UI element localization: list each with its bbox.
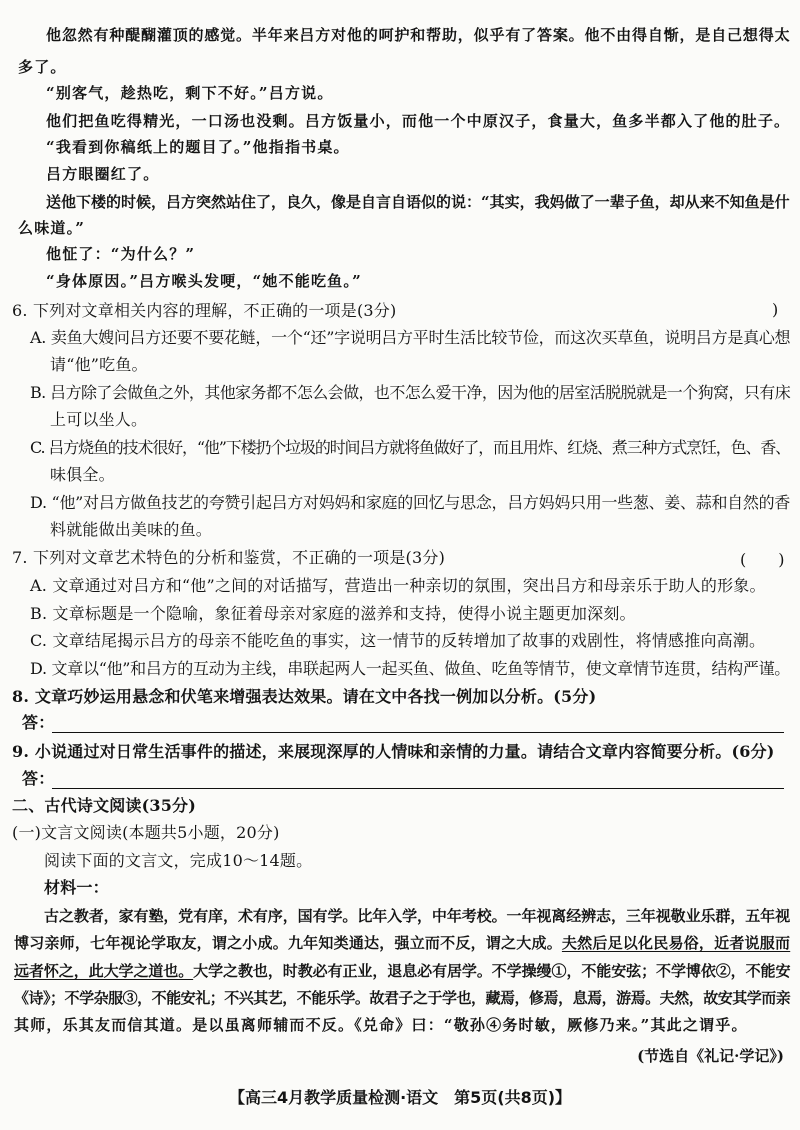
question-6-option-d-cont: 料就能做出美味的鱼。 xyxy=(50,520,213,539)
story-line-4: 他们把鱼吃得精光，一口汤也没剩。吕方饭量小，而他一个中原汉子，食量大，鱼多半都入了他的肚子。 xyxy=(46,112,791,130)
classical-line-2-plain: 博习亲师，七年视论学取友，谓之小成。九年知类通达，强立而不反，谓之大成。 xyxy=(14,934,562,952)
question-7-option-d: D. 文章以“他”和吕方的互动为主线，串联起两人一起买鱼、做鱼、吃鱼等情节，使文章情节连贯，结构严谨。 xyxy=(30,659,790,678)
story-line-8: 么味道。” xyxy=(18,219,86,237)
question-8-answer-label: 答： xyxy=(22,713,55,732)
question-6-option-a-cont: 请“他”吃鱼。 xyxy=(50,355,148,374)
story-line-2: 多了。 xyxy=(18,58,67,76)
story-line-1: 他忽然有种醍醐灌顶的感觉。半年来吕方对他的呵护和帮助，似乎有了答案。他不由得自惭，是自己想得太 xyxy=(46,26,791,44)
question-6-option-b-cont: 上可以坐人。 xyxy=(50,410,148,429)
question-7-option-c: C. 文章结尾揭示吕方的母亲不能吃鱼的事实，这一情节的反转增加了故事的戏剧性，将情感推向高潮。 xyxy=(30,631,766,650)
question-9-answer-label: 答： xyxy=(22,769,55,788)
classical-line-2-underlined: 夫然后足以化民易俗，近者说服而 xyxy=(561,934,791,952)
story-line-3: “别客气，趁热吃，剩下不好。”吕方说。 xyxy=(46,84,334,102)
question-8-stem: 8. 文章巧妙运用悬念和伏笔来增强表达效果。请在文中各找一例加以分析。(5分) xyxy=(12,687,597,706)
section-2-title: 二、古代诗文阅读(35分) xyxy=(12,796,197,815)
story-line-5: “我看到你稿纸上的题目了。”他指指书桌。 xyxy=(46,138,350,156)
question-6-option-a: A. 卖鱼大嫂问吕方还要不要花鲢，一个“还”字说明吕方平时生活比较节俭，而这次买草鱼，说明吕方是真心想 xyxy=(30,328,791,347)
classical-line-1: 古之教者，家有塾，党有庠，术有序，国有学。比年入学，中年考校。一年视离经辨志，三年视敬业乐群，五年视 xyxy=(44,907,791,925)
question-7-option-b: B. 文章标题是一个隐喻，象征着母亲对家庭的滋养和支持，使得小说主题更加深刻。 xyxy=(30,604,636,623)
classical-line-3 xyxy=(14,960,790,982)
classical-line-2 xyxy=(14,932,790,954)
story-line-7: 送他下楼的时候，吕方突然站住了，良久，像是自言自语似的说：“其实，我妈做了一辈子鱼，却从来不知鱼是什 xyxy=(46,193,790,211)
passage-source: (节选自《礼记·学记》) xyxy=(637,1047,784,1065)
classical-line-4: 《诗》；不学杂服③，不能安礼；不兴其艺，不能乐学。故君子之于学也，藏焉，修焉，息焉，游焉。夫然，故安其学而亲 xyxy=(14,989,791,1007)
classical-line-3-underlined: 远者怀之，此大学之道也。 xyxy=(14,962,194,980)
question-6-option-b: B. 吕方除了会做鱼之外，其他家务都不怎么会做，也不怎么爱干净，因为他的居室活脱脱就是一个狗窝，只有床 xyxy=(30,383,791,402)
section-2-subtitle: (一)文言文阅读(本题共5小题，20分) xyxy=(12,823,280,842)
material-one-label: 材料一： xyxy=(44,878,109,897)
classical-line-5: 其师，乐其友而信其道。是以虽离师辅而不反。《兑命》曰：“敬孙④务时敏，厥修乃来。”其此之谓乎。 xyxy=(14,1016,748,1034)
section-2-instruction: 阅读下面的文言文，完成10～14题。 xyxy=(44,851,313,870)
question-6-option-c-cont: 味俱全。 xyxy=(50,465,115,484)
story-line-6: 吕方眼圈红了。 xyxy=(46,165,160,183)
question-7-stem: 7. 下列对文章艺术特色的分析和鉴赏，不正确的一项是(3分) xyxy=(12,548,446,567)
question-9-stem: 9. 小说通过对日常生活事件的描述，来展现深厚的人情味和亲情的力量。请结合文章内容简要分析。(6分) xyxy=(12,742,775,761)
story-line-10: “身体原因。”吕方喉头发哽，“她不能吃鱼。” xyxy=(46,272,362,290)
question-6-option-c: C. 吕方烧鱼的技术很好，“他”下楼扔个垃圾的时间吕方就将鱼做好了，而且用炸、红烧、煮三种方式烹饪，色、香、 xyxy=(30,438,791,457)
question-6-answer-bracket: ) xyxy=(772,300,779,319)
question-9-answer-line[interactable] xyxy=(52,788,784,789)
question-6-stem: 6. 下列对文章相关内容的理解，不正确的一项是(3分) xyxy=(12,301,397,320)
classical-line-3-plain: 大学之教也，时教必有正业，退息必有居学。不学操缦①，不能安弦；不学博依②，不能安 xyxy=(193,962,791,980)
page-footer: 【高三4月教学质量检测·语文 第5页(共8页)】 xyxy=(228,1088,572,1107)
question-6-option-d: D. “他”对吕方做鱼技艺的夸赞引起吕方对妈妈和家庭的回忆与思念，吕方妈妈只用一些葱、姜、蒜和自然的香 xyxy=(30,493,790,512)
question-7-answer-bracket: ( ) xyxy=(740,550,785,569)
question-8-answer-line[interactable] xyxy=(52,732,784,733)
story-line-9: 他怔了：“为什么？” xyxy=(46,245,196,263)
question-7-option-a: A. 文章通过对吕方和“他”之间的对话描写，营造出一种亲切的氛围，突出吕方和母亲乐于助人的形象。 xyxy=(30,576,766,595)
